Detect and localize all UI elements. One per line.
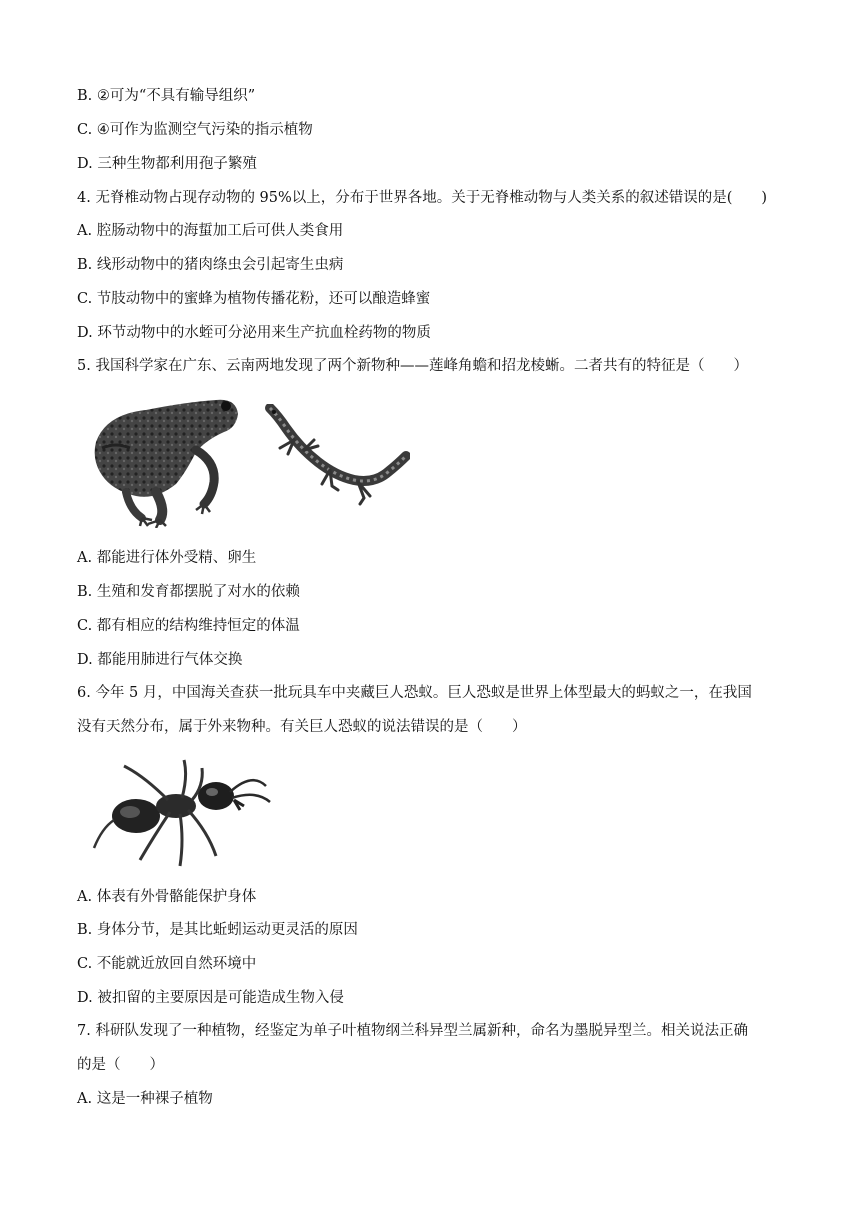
q6-option-b: B. 身体分节，是其比蚯蚓运动更灵活的原因 [77, 922, 358, 938]
q5-option-b: B. 生殖和发育都摆脱了对水的依赖 [77, 584, 300, 600]
q5-option-c: C. 都有相应的结构维持恒定的体温 [77, 618, 300, 634]
q6-option-c: C. 不能就近放回自然环境中 [77, 956, 257, 972]
q4-option-b: B. 线形动物中的猪肉绦虫会引起寄生虫病 [77, 257, 344, 273]
q7-stem-line2: 的是（ ） [77, 1057, 164, 1073]
q6-option-a: A. 体表有外骨骼能保护身体 [77, 889, 257, 905]
q4-stem: 4. 无脊椎动物占现存动物的 95%以上，分布于世界各地。关于无脊椎动物与人类关系的叙述错误的是( ) [77, 190, 768, 206]
ant-illustration [84, 756, 274, 872]
q4-option-d: D. 环节动物中的水蛭可分泌用来生产抗血栓药物的物质 [77, 325, 431, 341]
q3-option-c: C. ④可作为监测空气污染的指示植物 [77, 122, 313, 138]
q7-stem-line1: 7. 科研队发现了一种植物，经鉴定为单子叶植物纲兰科异型兰属新种，命名为墨脱异型兰。相关说法正确 [77, 1023, 748, 1039]
q5-stem: 5. 我国科学家在广东、云南两地发现了两个新物种——莲峰角蟾和招龙棱蜥。二者共有的特征是（ ） [77, 358, 748, 374]
q6-stem-line2: 没有天然分布，属于外来物种。有关巨人恐蚁的说法错误的是（ ） [77, 719, 527, 735]
q7-option-a: A. 这是一种裸子植物 [77, 1091, 213, 1107]
q6-option-d: D. 被扣留的主要原因是可能造成生物入侵 [77, 990, 344, 1006]
q4-option-a: A. 腔肠动物中的海蜇加工后可供人类食用 [77, 223, 344, 239]
q5-option-d: D. 都能用肺进行气体交换 [77, 652, 243, 668]
q3-option-d: D. 三种生物都利用孢子繁殖 [77, 156, 257, 172]
q3-option-b: B. ②可为“不具有输导组织” [77, 88, 256, 104]
lizard-illustration [264, 404, 410, 512]
toad-illustration [86, 392, 246, 528]
q6-stem-line1: 6. 今年 5 月，中国海关查获一批玩具车中夹藏巨人恐蚁。巨人恐蚁是世界上体型最大的蚂蚁之一，在我国 [77, 685, 752, 701]
q4-option-c: C. 节肢动物中的蜜蜂为植物传播花粉，还可以酿造蜂蜜 [77, 291, 431, 307]
q5-option-a: A. 都能进行体外受精、卵生 [77, 550, 257, 566]
